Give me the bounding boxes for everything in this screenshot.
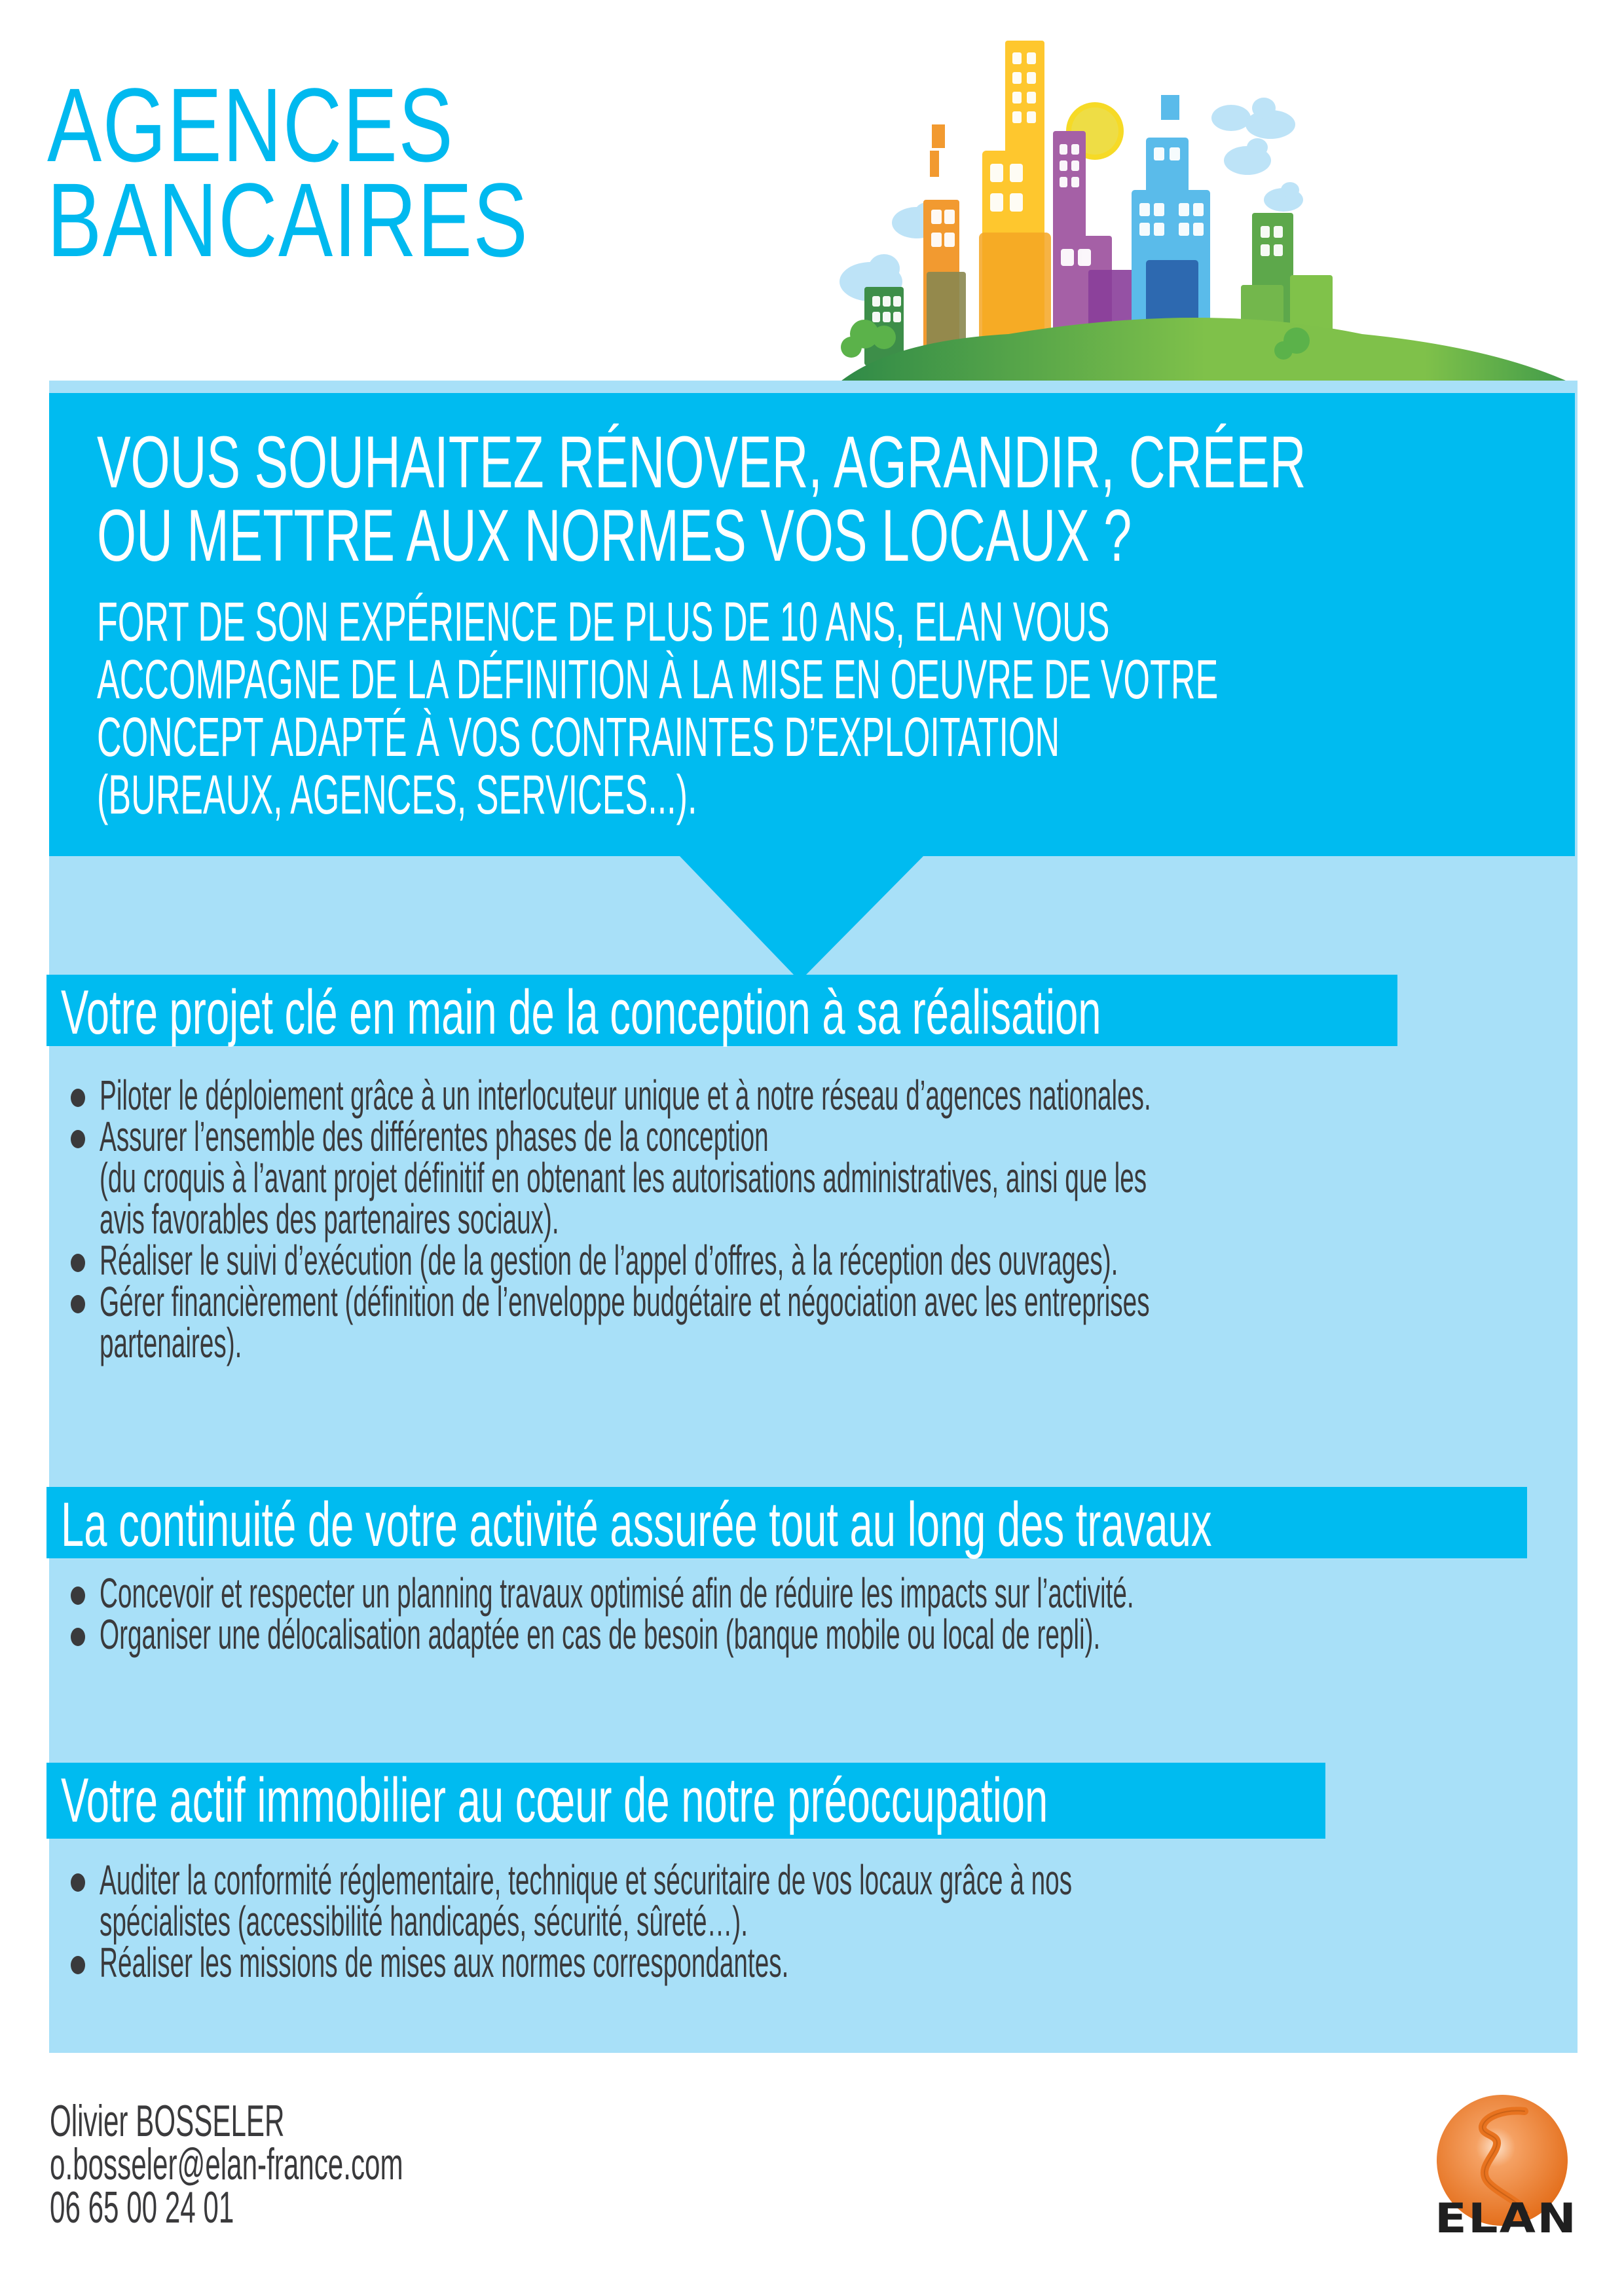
section-heading-continuite: [46, 1487, 1527, 1558]
contact-name: Olivier BOSSELER: [50, 2096, 285, 2146]
intro-text-line: ACCOMPAGNE DE LA DÉFINITION À LA MISE EN OEUVRE DE VOTRE: [97, 648, 1219, 710]
title-line-2: BANCAIRES: [47, 161, 529, 278]
bullet-icon: [71, 1628, 85, 1646]
intro-question-line-2: OU METTRE AUX NORMES VOS LOCAUX ?: [97, 495, 1132, 576]
contact-phone[interactable]: 06 65 00 24 01: [50, 2183, 234, 2232]
page-title: [47, 66, 665, 278]
bullet-icon: [71, 1956, 85, 1974]
bullet-icon: [71, 1873, 85, 1892]
bullet-icon: [71, 1089, 85, 1107]
bullet-icon: [71, 1586, 85, 1605]
section-heading-text: Votre projet clé en main de la conception à sa réalisation: [61, 977, 1101, 1047]
intro-question: [97, 421, 1624, 576]
intro-paragraph: [97, 593, 1624, 823]
intro-text-line: (BUREAUX, AGENCES, SERVICES...).: [97, 764, 697, 825]
section-heading-actif: [46, 1763, 1325, 1839]
elan-wordmark: ELAN: [1435, 2194, 1578, 2242]
banner-arrow: [679, 855, 924, 975]
city-skyline-illustration: [838, 26, 1572, 383]
intro-text-line: CONCEPT ADAPTÉ À VOS CONTRAINTES D’EXPLOITATION: [97, 706, 1060, 768]
contact-email[interactable]: o.bosseler@elan-france.com: [50, 2139, 403, 2189]
title-line-1: AGENCES: [47, 66, 454, 183]
bullet-icon: [71, 1254, 85, 1272]
bullet-icon: [71, 1130, 85, 1148]
section-heading-text: Votre actif immobilier au cœur de notre préoccupation: [61, 1765, 1048, 1835]
intro-text-line: FORT DE SON EXPÉRIENCE DE PLUS DE 10 ANS, ELAN VOUS: [97, 591, 1110, 652]
intro-question-line-1: VOUS SOUHAITEZ RÉNOVER, AGRANDIR, CRÉER: [97, 421, 1306, 503]
bullet-icon: [71, 1295, 85, 1313]
section-heading-text: La continuité de votre activité assurée tout au long des travaux: [61, 1490, 1212, 1560]
contact-block: [50, 2096, 619, 2232]
solar-panels: [1161, 95, 1179, 120]
section-heading-projet: [46, 975, 1397, 1046]
